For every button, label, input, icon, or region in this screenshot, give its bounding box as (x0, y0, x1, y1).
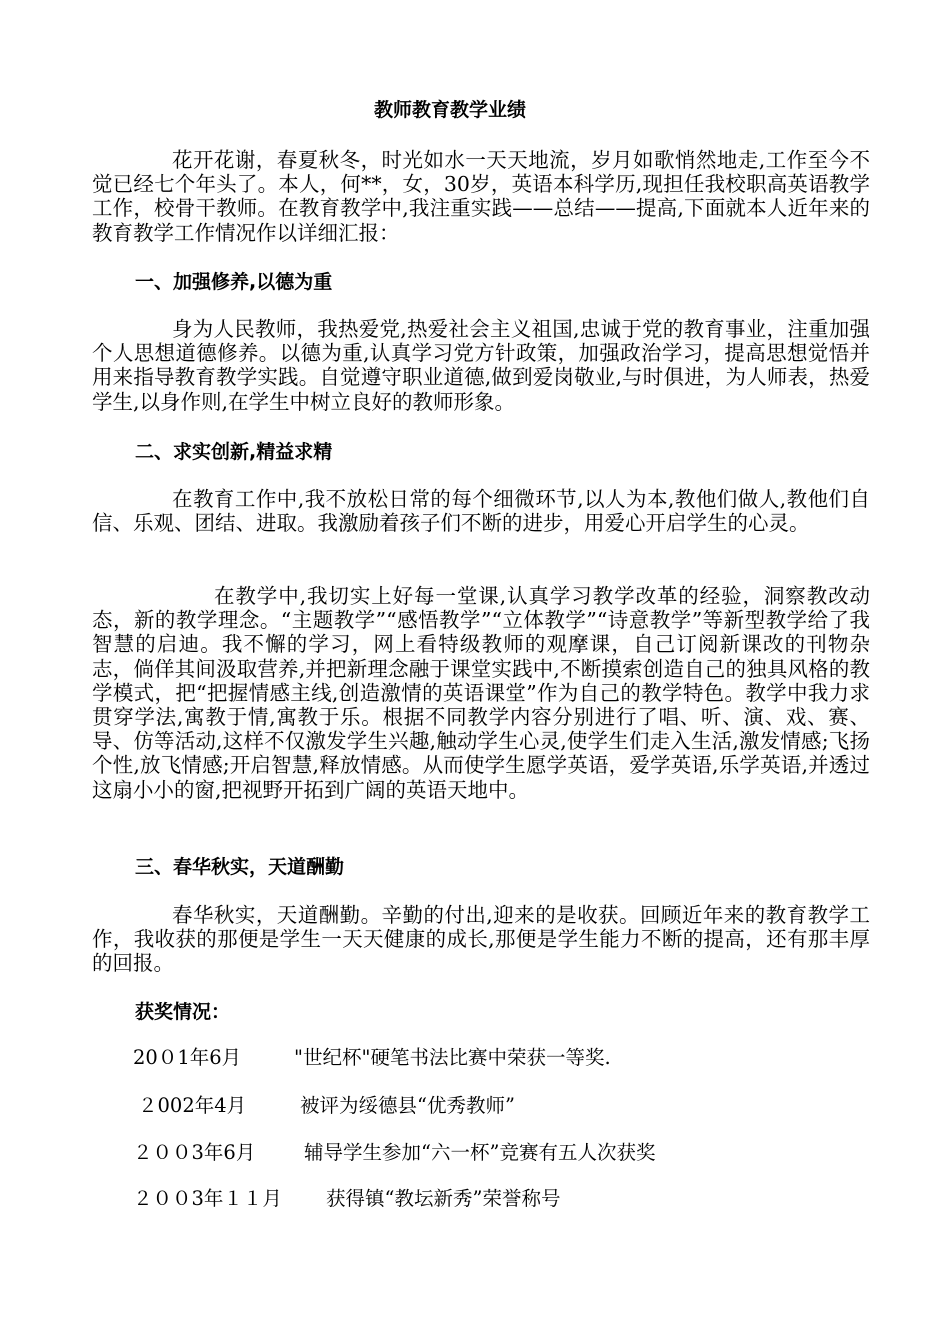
section-heading-3: 三、春华秋实，天道酬勤 (135, 856, 345, 878)
award-text: 被评为绥德县“优秀教师” (300, 1094, 515, 1117)
awards-heading: 获奖情况： (135, 1001, 231, 1023)
award-text: 辅导学生参加“六一杯”竞赛有五人次获奖 (304, 1141, 656, 1164)
award-text: "世纪杯"硬笔书法比赛中荣获一等奖. (294, 1046, 611, 1069)
section-heading-1: 一、加强修养,以德为重 (135, 271, 333, 293)
intro-paragraph: 花开花谢，春夏秋冬，时光如水一天天地流，岁月如歌悄然地走,工作至今不觉已经七个年头了。本人，何**，女，30岁，英语本科学历,现担任我校职高英语教学工作，校骨干教师。在教育教学中,我注重实践——总结——提高,下面就本人近年来的教育教学工作情况作以详细汇报： (92, 148, 870, 245)
award-date: ２002年4月 (138, 1094, 247, 1117)
section-1-paragraph-1: 身为人民教师，我热爱党,热爱社会主义祖国,忠诚于党的教育事业，注重加强个人思想道德修养。以德为重,认真学习党方针政策，加强政治学习，提高思想觉悟并用来指导教育教学实践。自觉遵守职业道德,做到爱岗敬业,与时俱进，为人师表，热爱学生,以身作则,在学生中树立良好的教师形象。 (92, 317, 870, 414)
section-2-paragraph-1: 在教育工作中,我不放松日常的每个细微环节,以人为本,教他们做人,教他们自信、乐观、团结、进取。我激励着孩子们不断的进步，用爱心开启学生的心灵。 (92, 487, 870, 536)
award-date: ２００3年6月 (133, 1141, 256, 1164)
section-heading-2: 二、求实创新,精益求精 (135, 441, 333, 463)
document-title: 教师教育教学业绩 (373, 99, 526, 121)
section-3-paragraph-1: 春华秋实，天道酬勤。辛勤的付出,迎来的是收获。回顾近年来的教育教学工作，我收获的那便是学生一天天健康的成长,那便是学生能力不断的提高，还有那丰厚的回报。 (92, 903, 870, 976)
award-date: 20０1年6月 (133, 1046, 242, 1069)
award-text: 获得镇“教坛新秀”荣誉称号 (326, 1187, 561, 1210)
section-2-paragraph-2: 在教学中,我切实上好每一堂课,认真学习教学改革的经验，洞察教改动态，新的教学理念。“主题教学”“感悟教学”“立体教学”“诗意教学”等新型教学给了我智慧的启迪。我不懈的学习，网上看特级教师的观摩课，自己订阅新课改的刊物杂志，倘佯其间汲取营养,并把新理念融于课堂实践中,不断摸索创造自己的独具风格的教学模式，把“把握情感主线,创造激情的英语课堂”作为自己的教学特色。教学中我力求贯穿学法,寓教于情,寓教于乐。根据不同教学内容分别进行了唱、听、演、戏、赛、导、仿等活动,这样不仅激发学生兴趣,触动学生心灵,使学生们走入生活,激发情感;飞扬个性,放飞情感;开启智慧,释放情感。从而使学生愿学英语，爱学英语,乐学英语,并透过这扇小小的窗,把视野开拓到广阔的英语天地中。 (92, 584, 870, 802)
award-date: ２００3年１１月 (133, 1187, 282, 1210)
